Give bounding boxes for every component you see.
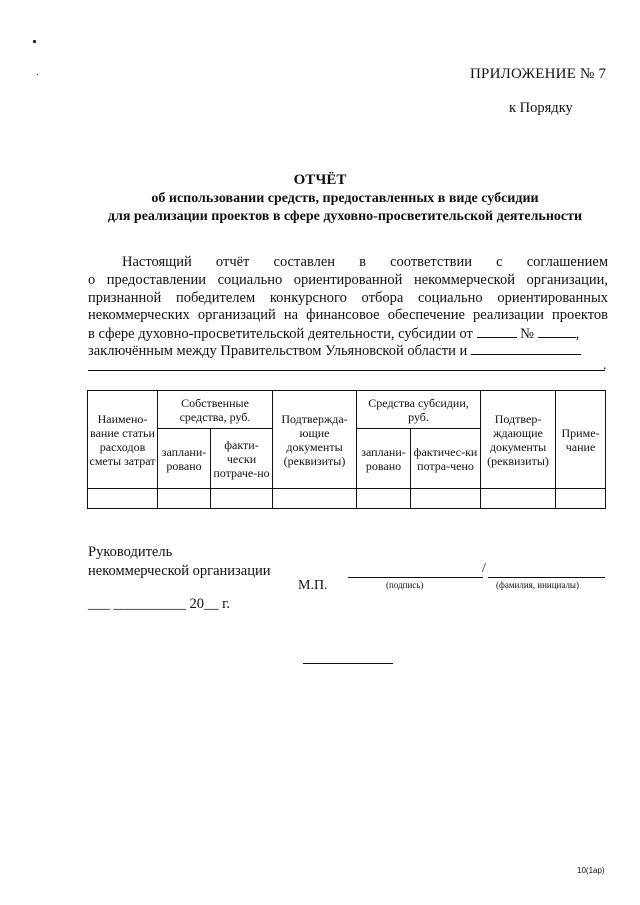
- appendix-label: ПРИЛОЖЕНИЕ № 7: [470, 66, 607, 82]
- agreement-date-blank[interactable]: [477, 325, 517, 338]
- header-own-planned: заплани-ровано: [158, 429, 211, 489]
- paragraph-line2: о предоставлении социально ориентированной некоммерческой организации,: [88, 272, 608, 288]
- paragraph-line5-text: в сфере духовно-просветительской деятельности, субсидии от: [88, 326, 473, 342]
- paragraph-line4: некоммерческих организаций на финансовое обеспечение реализации проектов: [88, 307, 608, 323]
- footer-code: 10(1ap): [577, 866, 605, 875]
- paragraph-line6-text: заключённым между Правительством Ульяновской области и: [88, 343, 468, 359]
- header-subsidy-spent: фактичес-ки потра-чено: [411, 429, 481, 489]
- name-caption: (фамилия, инициалы): [496, 580, 579, 590]
- report-subtitle-line2: для реализации проектов в сфере духовно-просветительской деятельности: [107, 209, 583, 224]
- signature-line[interactable]: [348, 577, 483, 578]
- cell-own-spent[interactable]: [211, 489, 273, 509]
- end-dot: .: [603, 358, 607, 373]
- agreement-number-blank[interactable]: [538, 325, 576, 338]
- paragraph-line1: Настоящий отчёт составлен в соответствии с соглашением: [122, 254, 608, 270]
- stamp-place-label: М.П.: [298, 578, 328, 593]
- scan-speck: [37, 74, 38, 75]
- number-sign: №: [520, 326, 534, 342]
- header-confirming-docs-subsidy: Подтвер-ждающие документы (реквизиты): [481, 391, 556, 489]
- end-divider: [303, 663, 393, 664]
- report-subtitle-line1: об использовании средств, предоставленных в виде субсидии: [151, 191, 539, 206]
- cell-confirming-docs-subsidy[interactable]: [481, 489, 556, 509]
- paragraph-line6: [88, 342, 608, 361]
- date-field[interactable]: ___ __________ 20__ г.: [88, 596, 231, 612]
- scan-speck: [33, 40, 36, 43]
- report-title: ОТЧЁТ: [293, 172, 347, 188]
- header-own-spent: факти-чески потраче-но: [211, 429, 273, 489]
- organization-name-continuation-line[interactable]: [88, 370, 605, 371]
- organization-label: некоммерческой организации: [88, 563, 271, 579]
- comma: ,: [575, 326, 580, 342]
- signature-separator: /: [482, 561, 486, 576]
- cell-subsidy-planned[interactable]: [357, 489, 411, 509]
- cell-subsidy-spent[interactable]: [411, 489, 481, 509]
- header-confirming-docs-own: Подтвержда-ющие документы (реквизиты): [273, 391, 357, 489]
- header-expense-item: Наимено-вание статьи расходов сметы затрат: [88, 391, 158, 489]
- header-own-funds: Собственные средства, руб.: [158, 391, 273, 429]
- name-initials-line[interactable]: [488, 577, 605, 578]
- cell-confirming-docs-own[interactable]: [273, 489, 357, 509]
- paragraph-line3: признанной победителем конкурсного отбора социально ориентированных: [88, 290, 608, 306]
- cell-own-planned[interactable]: [158, 489, 211, 509]
- cell-note[interactable]: [556, 489, 606, 509]
- report-table: [87, 390, 606, 509]
- organization-name-blank[interactable]: [471, 342, 581, 355]
- head-label: Руководитель: [88, 544, 173, 560]
- table-row: [88, 489, 606, 509]
- header-subsidy-planned: заплани-ровано: [357, 429, 411, 489]
- header-subsidy-funds: Средства субсидии, руб.: [357, 391, 481, 429]
- header-note: Приме-чание: [556, 391, 606, 489]
- to-order-label: к Порядку: [509, 100, 573, 116]
- paragraph-line5: [88, 325, 608, 344]
- signature-caption: (подпись): [386, 580, 424, 590]
- cell-expense-item[interactable]: [88, 489, 158, 509]
